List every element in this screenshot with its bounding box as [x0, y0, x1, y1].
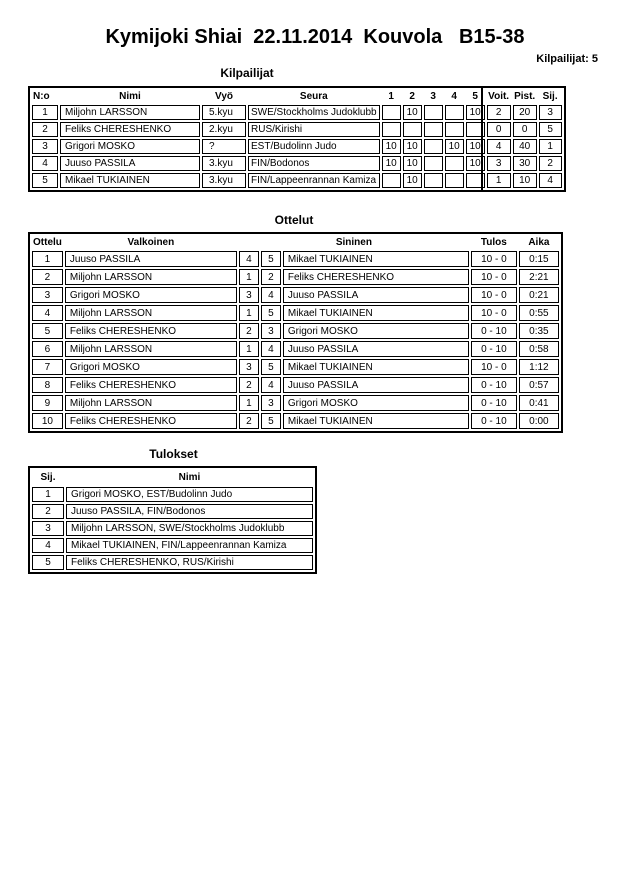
match-result: 0 - 10	[471, 341, 517, 357]
match-row	[32, 305, 559, 321]
blue-player-number: 5	[261, 305, 281, 321]
score-cell-1	[382, 105, 401, 120]
match-number: 3	[32, 287, 63, 303]
match-time: 0:55	[519, 305, 559, 321]
score-cell-5: 10	[466, 139, 485, 154]
score-cell-3	[424, 156, 443, 171]
matches-table-frame	[28, 232, 563, 433]
wins-cell: 0	[487, 122, 511, 137]
blue-player-number: 5	[261, 251, 281, 267]
place-cell: 1	[539, 139, 562, 154]
competitor-belt: 5.kyu	[202, 105, 246, 120]
competitor-club: FIN/Lappeenrannan Kamiza	[248, 173, 380, 188]
blue-player-number: 3	[261, 323, 281, 339]
white-player-number: 2	[239, 377, 259, 393]
competitor-name: Mikael TUKIAINEN	[60, 173, 200, 188]
match-result: 0 - 10	[471, 323, 517, 339]
result-place: 1	[32, 487, 64, 502]
col-header-result-name: Nimi	[178, 472, 201, 483]
blue-player-name: Juuso PASSILA	[283, 377, 469, 393]
col-header-round-5: 5	[472, 91, 478, 102]
col-header-white: Valkoinen	[127, 237, 175, 248]
match-time: 0:15	[519, 251, 559, 267]
match-number: 9	[32, 395, 63, 411]
score-cell-3	[424, 122, 443, 137]
match-number: 7	[32, 359, 63, 375]
blue-player-number: 3	[261, 395, 281, 411]
points-cell: 0	[513, 122, 537, 137]
blue-player-name: Grigori MOSKO	[283, 395, 469, 411]
match-row	[32, 323, 559, 339]
blue-player-number: 4	[261, 287, 281, 303]
match-result: 10 - 0	[471, 251, 517, 267]
match-result: 10 - 0	[471, 287, 517, 303]
col-header-no: N:o	[33, 91, 50, 102]
score-cell-4	[445, 105, 464, 120]
section-title-kilpailijat: Kilpailijat	[220, 66, 274, 80]
match-time: 0:57	[519, 377, 559, 393]
participants-count-label: Kilpailijat:	[536, 53, 589, 65]
match-number: 4	[32, 305, 63, 321]
blue-player-name: Mikael TUKIAINEN	[283, 251, 469, 267]
matches-header-row	[32, 236, 559, 249]
wins-cell: 4	[487, 139, 511, 154]
competitor-belt: 3.kyu	[202, 156, 246, 171]
competitor-name: Miljohn LARSSON	[60, 105, 200, 120]
page-title: Kymijoki Shiai 22.11.2014 Kouvola B15-38	[105, 26, 525, 48]
points-cell: 20	[513, 105, 537, 120]
score-cell-5: 10	[466, 105, 485, 120]
result-row	[32, 521, 313, 536]
place-cell: 3	[539, 105, 562, 120]
match-time: 0:21	[519, 287, 559, 303]
score-cell-3	[424, 139, 443, 154]
match-row	[32, 395, 559, 411]
competitor-name: Grigori MOSKO	[60, 139, 200, 154]
result-place: 4	[32, 538, 64, 553]
col-header-time: Aika	[528, 237, 550, 248]
col-header-name: Nimi	[119, 91, 141, 102]
white-player-name: Miljohn LARSSON	[65, 305, 237, 321]
match-result: 0 - 10	[471, 377, 517, 393]
result-name: Grigori MOSKO, EST/Budolinn Judo	[66, 487, 313, 502]
white-player-number: 2	[239, 413, 259, 429]
score-cell-1: 10	[382, 156, 401, 171]
competitor-belt: 2.kyu	[202, 122, 246, 137]
white-player-number: 1	[239, 341, 259, 357]
blue-player-name: Juuso PASSILA	[283, 341, 469, 357]
wins-cell: 2	[487, 105, 511, 120]
results-header-row	[32, 470, 313, 485]
white-player-number: 4	[239, 251, 259, 267]
score-cell-5: 10	[466, 156, 485, 171]
score-cell-2: 10	[403, 173, 422, 188]
place-cell: 4	[539, 173, 562, 188]
col-header-points: Pist.	[514, 91, 536, 102]
blue-player-name: Mikael TUKIAINEN	[283, 305, 469, 321]
white-player-name: Grigori MOSKO	[65, 359, 237, 375]
match-time: 0:35	[519, 323, 559, 339]
result-place: 2	[32, 504, 64, 519]
white-player-name: Miljohn LARSSON	[65, 395, 237, 411]
match-row	[32, 287, 559, 303]
result-place: 3	[32, 521, 64, 536]
score-cell-1	[382, 173, 401, 188]
matches-table	[30, 234, 561, 431]
match-number: 1	[32, 251, 63, 267]
result-name: Juuso PASSILA, FIN/Bodonos	[66, 504, 313, 519]
match-number: 6	[32, 341, 63, 357]
result-row	[32, 555, 313, 570]
results-table-frame	[28, 466, 317, 574]
match-number: 10	[32, 413, 63, 429]
col-header-place: Sij.	[542, 91, 558, 102]
competitor-club: SWE/Stockholms Judoklubb	[248, 105, 380, 120]
match-number: 8	[32, 377, 63, 393]
competitor-name: Feliks CHERESHENKO	[60, 122, 200, 137]
competitors-table	[30, 88, 564, 190]
blue-player-number: 5	[261, 413, 281, 429]
score-cell-4: 10	[445, 139, 464, 154]
col-header-belt: Vyö	[215, 91, 233, 102]
white-player-number: 1	[239, 269, 259, 285]
result-row	[32, 538, 313, 553]
col-header-round-1: 1	[388, 91, 394, 102]
blue-player-name: Feliks CHERESHENKO	[283, 269, 469, 285]
col-header-result-place: Sij.	[40, 472, 56, 483]
blue-player-name: Grigori MOSKO	[283, 323, 469, 339]
match-result: 0 - 10	[471, 413, 517, 429]
blue-player-name: Juuso PASSILA	[283, 287, 469, 303]
match-row	[32, 377, 559, 393]
place-cell: 5	[539, 122, 562, 137]
blue-player-number: 5	[261, 359, 281, 375]
white-player-number: 1	[239, 305, 259, 321]
score-cell-1	[382, 122, 401, 137]
blue-player-number: 4	[261, 377, 281, 393]
match-row	[32, 251, 559, 267]
match-result: 0 - 10	[471, 395, 517, 411]
white-player-name: Miljohn LARSSON	[65, 269, 237, 285]
score-cell-4	[445, 156, 464, 171]
match-time: 2:21	[519, 269, 559, 285]
score-cell-2: 10	[403, 105, 422, 120]
col-header-wins: Voit.	[488, 91, 510, 102]
competitor-number: 5	[32, 173, 58, 188]
place-cell: 2	[539, 156, 562, 171]
score-cell-4	[445, 173, 464, 188]
competitor-club: RUS/Kirishi	[248, 122, 380, 137]
result-name: Feliks CHERESHENKO, RUS/Kirishi	[66, 555, 313, 570]
match-time: 1:12	[519, 359, 559, 375]
white-player-name: Feliks CHERESHENKO	[65, 413, 237, 429]
col-header-match: Ottelu	[33, 237, 62, 248]
competitor-number: 4	[32, 156, 58, 171]
result-name: Miljohn LARSSON, SWE/Stockholms Judoklubb	[66, 521, 313, 536]
competitors-table-frame	[28, 86, 566, 192]
col-header-blue: Sininen	[335, 237, 372, 248]
wins-cell: 1	[487, 173, 511, 188]
col-header-round-4: 4	[451, 91, 457, 102]
competitor-number: 2	[32, 122, 58, 137]
participants-count	[0, 53, 598, 65]
score-cell-3	[424, 173, 443, 188]
competitor-club: EST/Budolinn Judo	[248, 139, 380, 154]
participants-count-value: 5	[591, 53, 598, 65]
points-cell: 40	[513, 139, 537, 154]
match-number: 2	[32, 269, 63, 285]
white-player-number: 1	[239, 395, 259, 411]
section-title-ottelut: Ottelut	[274, 213, 314, 227]
blue-player-name: Mikael TUKIAINEN	[283, 359, 469, 375]
match-row	[32, 269, 559, 285]
competitor-number: 3	[32, 139, 58, 154]
wins-cell: 3	[487, 156, 511, 171]
score-cell-2: 10	[403, 156, 422, 171]
competitor-belt: ?	[202, 139, 246, 154]
match-result: 10 - 0	[471, 305, 517, 321]
blue-player-name: Mikael TUKIAINEN	[283, 413, 469, 429]
competitor-belt: 3.kyu	[202, 173, 246, 188]
points-cell: 30	[513, 156, 537, 171]
col-header-round-3: 3	[430, 91, 436, 102]
score-cell-1: 10	[382, 139, 401, 154]
competitor-name: Juuso PASSILA	[60, 156, 200, 171]
col-header-club: Seura	[299, 91, 328, 102]
col-header-round-2: 2	[409, 91, 415, 102]
score-cell-4	[445, 122, 464, 137]
score-cell-2	[403, 122, 422, 137]
result-row	[32, 487, 313, 502]
match-time: 0:41	[519, 395, 559, 411]
result-name: Mikael TUKIAINEN, FIN/Lappeenrannan Kamiza	[66, 538, 313, 553]
white-player-name: Feliks CHERESHENKO	[65, 377, 237, 393]
summary-divider	[481, 88, 483, 190]
match-time: 0:00	[519, 413, 559, 429]
match-number: 5	[32, 323, 63, 339]
blue-player-number: 4	[261, 341, 281, 357]
blue-player-number: 2	[261, 269, 281, 285]
result-place: 5	[32, 555, 64, 570]
match-row	[32, 413, 559, 429]
section-title-tulokset: Tulokset	[149, 447, 198, 461]
match-time: 0:58	[519, 341, 559, 357]
col-header-result: Tulos	[480, 237, 507, 248]
white-player-number: 3	[239, 287, 259, 303]
white-player-name: Juuso PASSILA	[65, 251, 237, 267]
results-table	[30, 468, 315, 572]
white-player-name: Feliks CHERESHENKO	[65, 323, 237, 339]
competitor-club: FIN/Bodonos	[248, 156, 380, 171]
result-row	[32, 504, 313, 519]
white-player-name: Miljohn LARSSON	[65, 341, 237, 357]
match-result: 10 - 0	[471, 359, 517, 375]
score-cell-3	[424, 105, 443, 120]
score-cell-2: 10	[403, 139, 422, 154]
white-player-number: 3	[239, 359, 259, 375]
points-cell: 10	[513, 173, 537, 188]
competitor-number: 1	[32, 105, 58, 120]
match-row	[32, 341, 559, 357]
match-row	[32, 359, 559, 375]
white-player-number: 2	[239, 323, 259, 339]
white-player-name: Grigori MOSKO	[65, 287, 237, 303]
match-result: 10 - 0	[471, 269, 517, 285]
